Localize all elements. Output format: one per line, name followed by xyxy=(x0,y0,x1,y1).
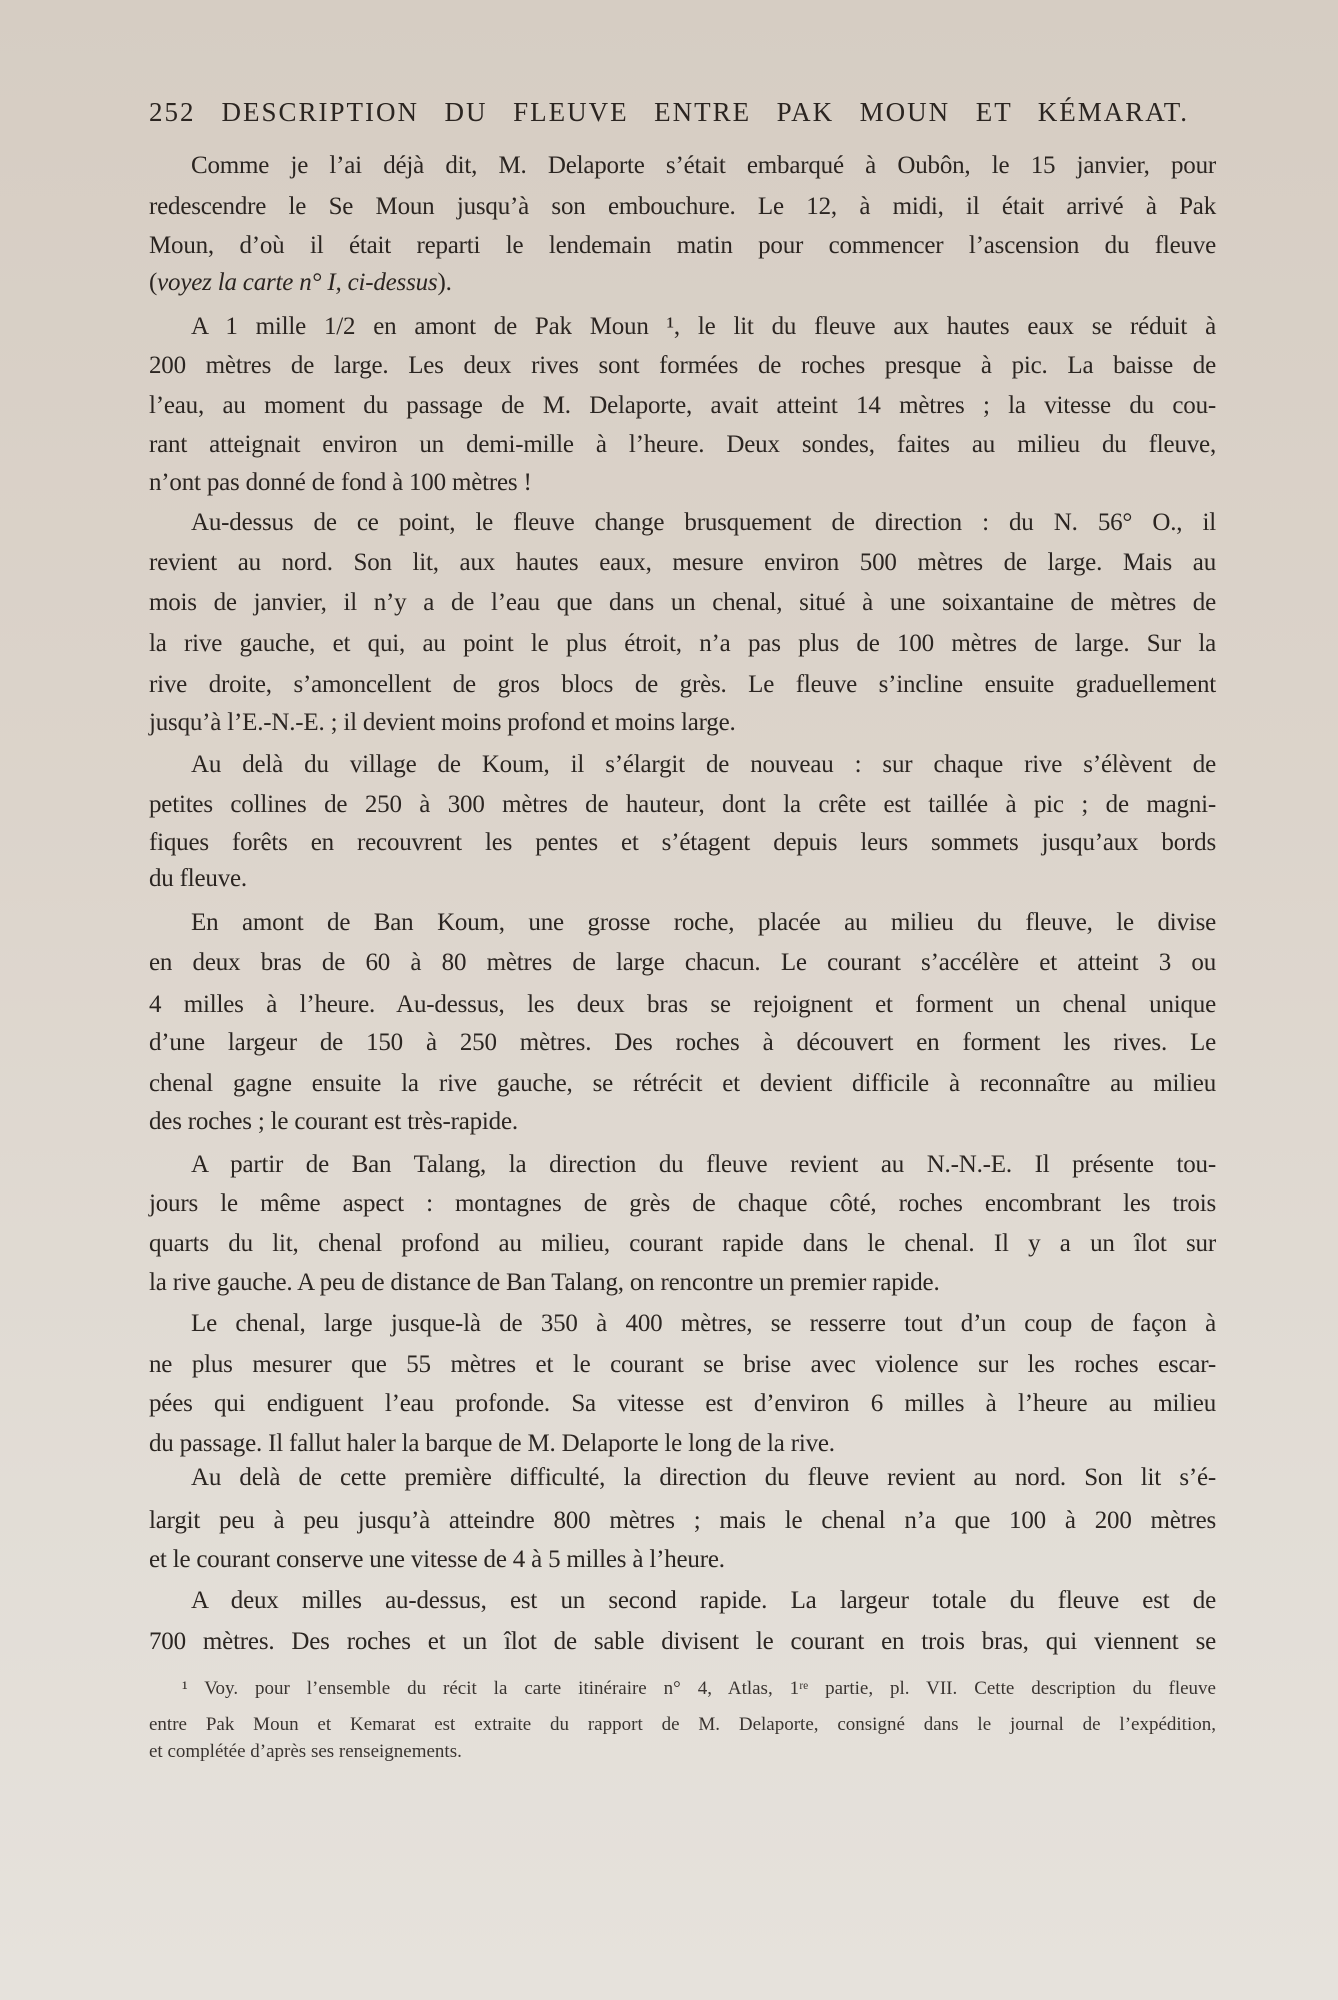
text-line: Comme je l’ai déjà dit, M. Delaporte s’était embarqué à Oubôn, le 15 janvier, pour xyxy=(191,152,1216,179)
text-line: 200 mètres de large. Les deux rives sont formées de roches presque à pic. La baisse de xyxy=(149,352,1216,379)
text-line: jusqu’à l’E.-N.-E. ; il devient moins profond et moins large. xyxy=(149,709,736,736)
text-line: pées qui endiguent l’eau profonde. Sa vitesse est d’environ 6 milles à l’heure au milieu xyxy=(149,1390,1216,1417)
text-line: la rive gauche. A peu de distance de Ban Talang, on rencontre un premier rapide. xyxy=(149,1269,940,1296)
footnote-line: et complétée d’après ses renseignements. xyxy=(149,1741,462,1762)
text-line: revient au nord. Son lit, aux hautes eaux, mesure environ 500 mètres de large. Mais au xyxy=(149,549,1216,576)
running-title: DESCRIPTION DU FLEUVE ENTRE PAK MOUN ET KÉMARAT. xyxy=(221,97,1189,127)
text-line: Moun, d’où il était reparti le lendemain matin pour commencer l’ascension du fleuve xyxy=(149,232,1216,259)
text-line: n’ont pas donné de fond à 100 mètres ! xyxy=(149,469,532,496)
text-line: A deux milles au-dessus, est un second rapide. La largeur totale du fleuve est de xyxy=(191,1587,1216,1614)
text-line: 700 mètres. Des roches et un îlot de sable divisent le courant en trois bras, qui viennent se xyxy=(149,1628,1216,1655)
text-line: l’eau, au moment du passage de M. Delaporte, avait atteint 14 mètres ; la vitesse du cou- xyxy=(149,392,1216,419)
italic-reference: voyez la carte n° I, ci-dessus xyxy=(157,269,438,296)
footnote-line: ¹ Voy. pour l’ensemble du récit la carte itinéraire n° 4, Atlas, 1ʳᵉ partie, pl. VII. Cette description du fleuve xyxy=(182,1678,1216,1699)
text-line: Au delà du village de Koum, il s’élargit de nouveau : sur chaque rive s’élèvent de xyxy=(191,751,1216,778)
text-line: mois de janvier, il n’y a de l’eau que dans un chenal, situé à une soixantaine de mètres de xyxy=(149,589,1216,616)
text-line: 4 milles à l’heure. Au-dessus, les deux bras se rejoignent et forment un chenal unique xyxy=(149,991,1216,1018)
text-line: et le courant conserve une vitesse de 4 à 5 milles à l’heure. xyxy=(149,1546,725,1573)
text-line: chenal gagne ensuite la rive gauche, se rétrécit et devient difficile à reconnaître au milieu xyxy=(149,1070,1216,1097)
text-line: Au delà de cette première difficulté, la direction du fleuve revient au nord. Son lit s’é- xyxy=(191,1464,1216,1491)
text-line: largit peu à peu jusqu’à atteindre 800 mètres ; mais le chenal n’a que 100 à 200 mètres xyxy=(149,1507,1216,1534)
text-line: rive droite, s’amoncellent de gros blocs de grès. Le fleuve s’incline ensuite graduellement xyxy=(149,671,1216,698)
text-line: la rive gauche, et qui, au point le plus étroit, n’a pas plus de 100 mètres de large. Sur la xyxy=(149,630,1216,657)
text-line: quarts du lit, chenal profond au milieu, courant rapide dans le chenal. Il y a un îlot sur xyxy=(149,1230,1216,1257)
text-line: du passage. Il fallut haler la barque de M. Delaporte le long de la rive. xyxy=(149,1430,835,1457)
text-line: ne plus mesurer que 55 mètres et le courant se brise avec violence sur les roches escar- xyxy=(149,1351,1216,1378)
text-line: rant atteignait environ un demi-mille à l’heure. Deux sondes, faites au milieu du fleuve, xyxy=(149,431,1216,458)
text-line: Au-dessus de ce point, le fleuve change brusquement de direction : du N. 56° O., il xyxy=(191,509,1216,536)
text-line: en deux bras de 60 à 80 mètres de large chacun. Le courant s’accélère et atteint 3 ou xyxy=(149,949,1216,976)
text-line: d’une largeur de 150 à 250 mètres. Des roches à découvert en forment les rives. Le xyxy=(149,1029,1216,1056)
text-line: fiques forêts en recouvrent les pentes et s’étagent depuis leurs sommets jusqu’aux bords xyxy=(149,829,1216,856)
footnote-line: entre Pak Moun et Kemarat est extraite du rapport de M. Delaporte, consigné dans le journal de l’expédition, xyxy=(149,1714,1216,1735)
page-number: 252 xyxy=(149,97,196,127)
text-line: A partir de Ban Talang, la direction du fleuve revient au N.-N.-E. Il présente tou- xyxy=(191,1151,1216,1178)
text-line: En amont de Ban Koum, une grosse roche, placée au milieu du fleuve, le divise xyxy=(191,909,1216,936)
text-line: des roches ; le courant est très-rapide. xyxy=(149,1108,518,1135)
text-line: petites collines de 250 à 300 mètres de hauteur, dont la crête est taillée à pic ; de magni- xyxy=(149,791,1216,818)
text-line: redescendre le Se Moun jusqu’à son embouchure. Le 12, à midi, il était arrivé à Pak xyxy=(149,193,1216,220)
running-header xyxy=(149,97,1189,127)
text-line: Le chenal, large jusque-là de 350 à 400 mètres, se resserre tout d’un coup de façon à xyxy=(191,1310,1216,1337)
text-line: du fleuve. xyxy=(149,865,247,892)
text-line: (voyez la carte n° I, ci-dessus). xyxy=(149,269,452,296)
text-line: jours le même aspect : montagnes de grès de chaque côté, roches encombrant les trois xyxy=(149,1190,1216,1217)
text-line: A 1 mille 1/2 en amont de Pak Moun ¹, le lit du fleuve aux hautes eaux se réduit à xyxy=(191,313,1216,340)
